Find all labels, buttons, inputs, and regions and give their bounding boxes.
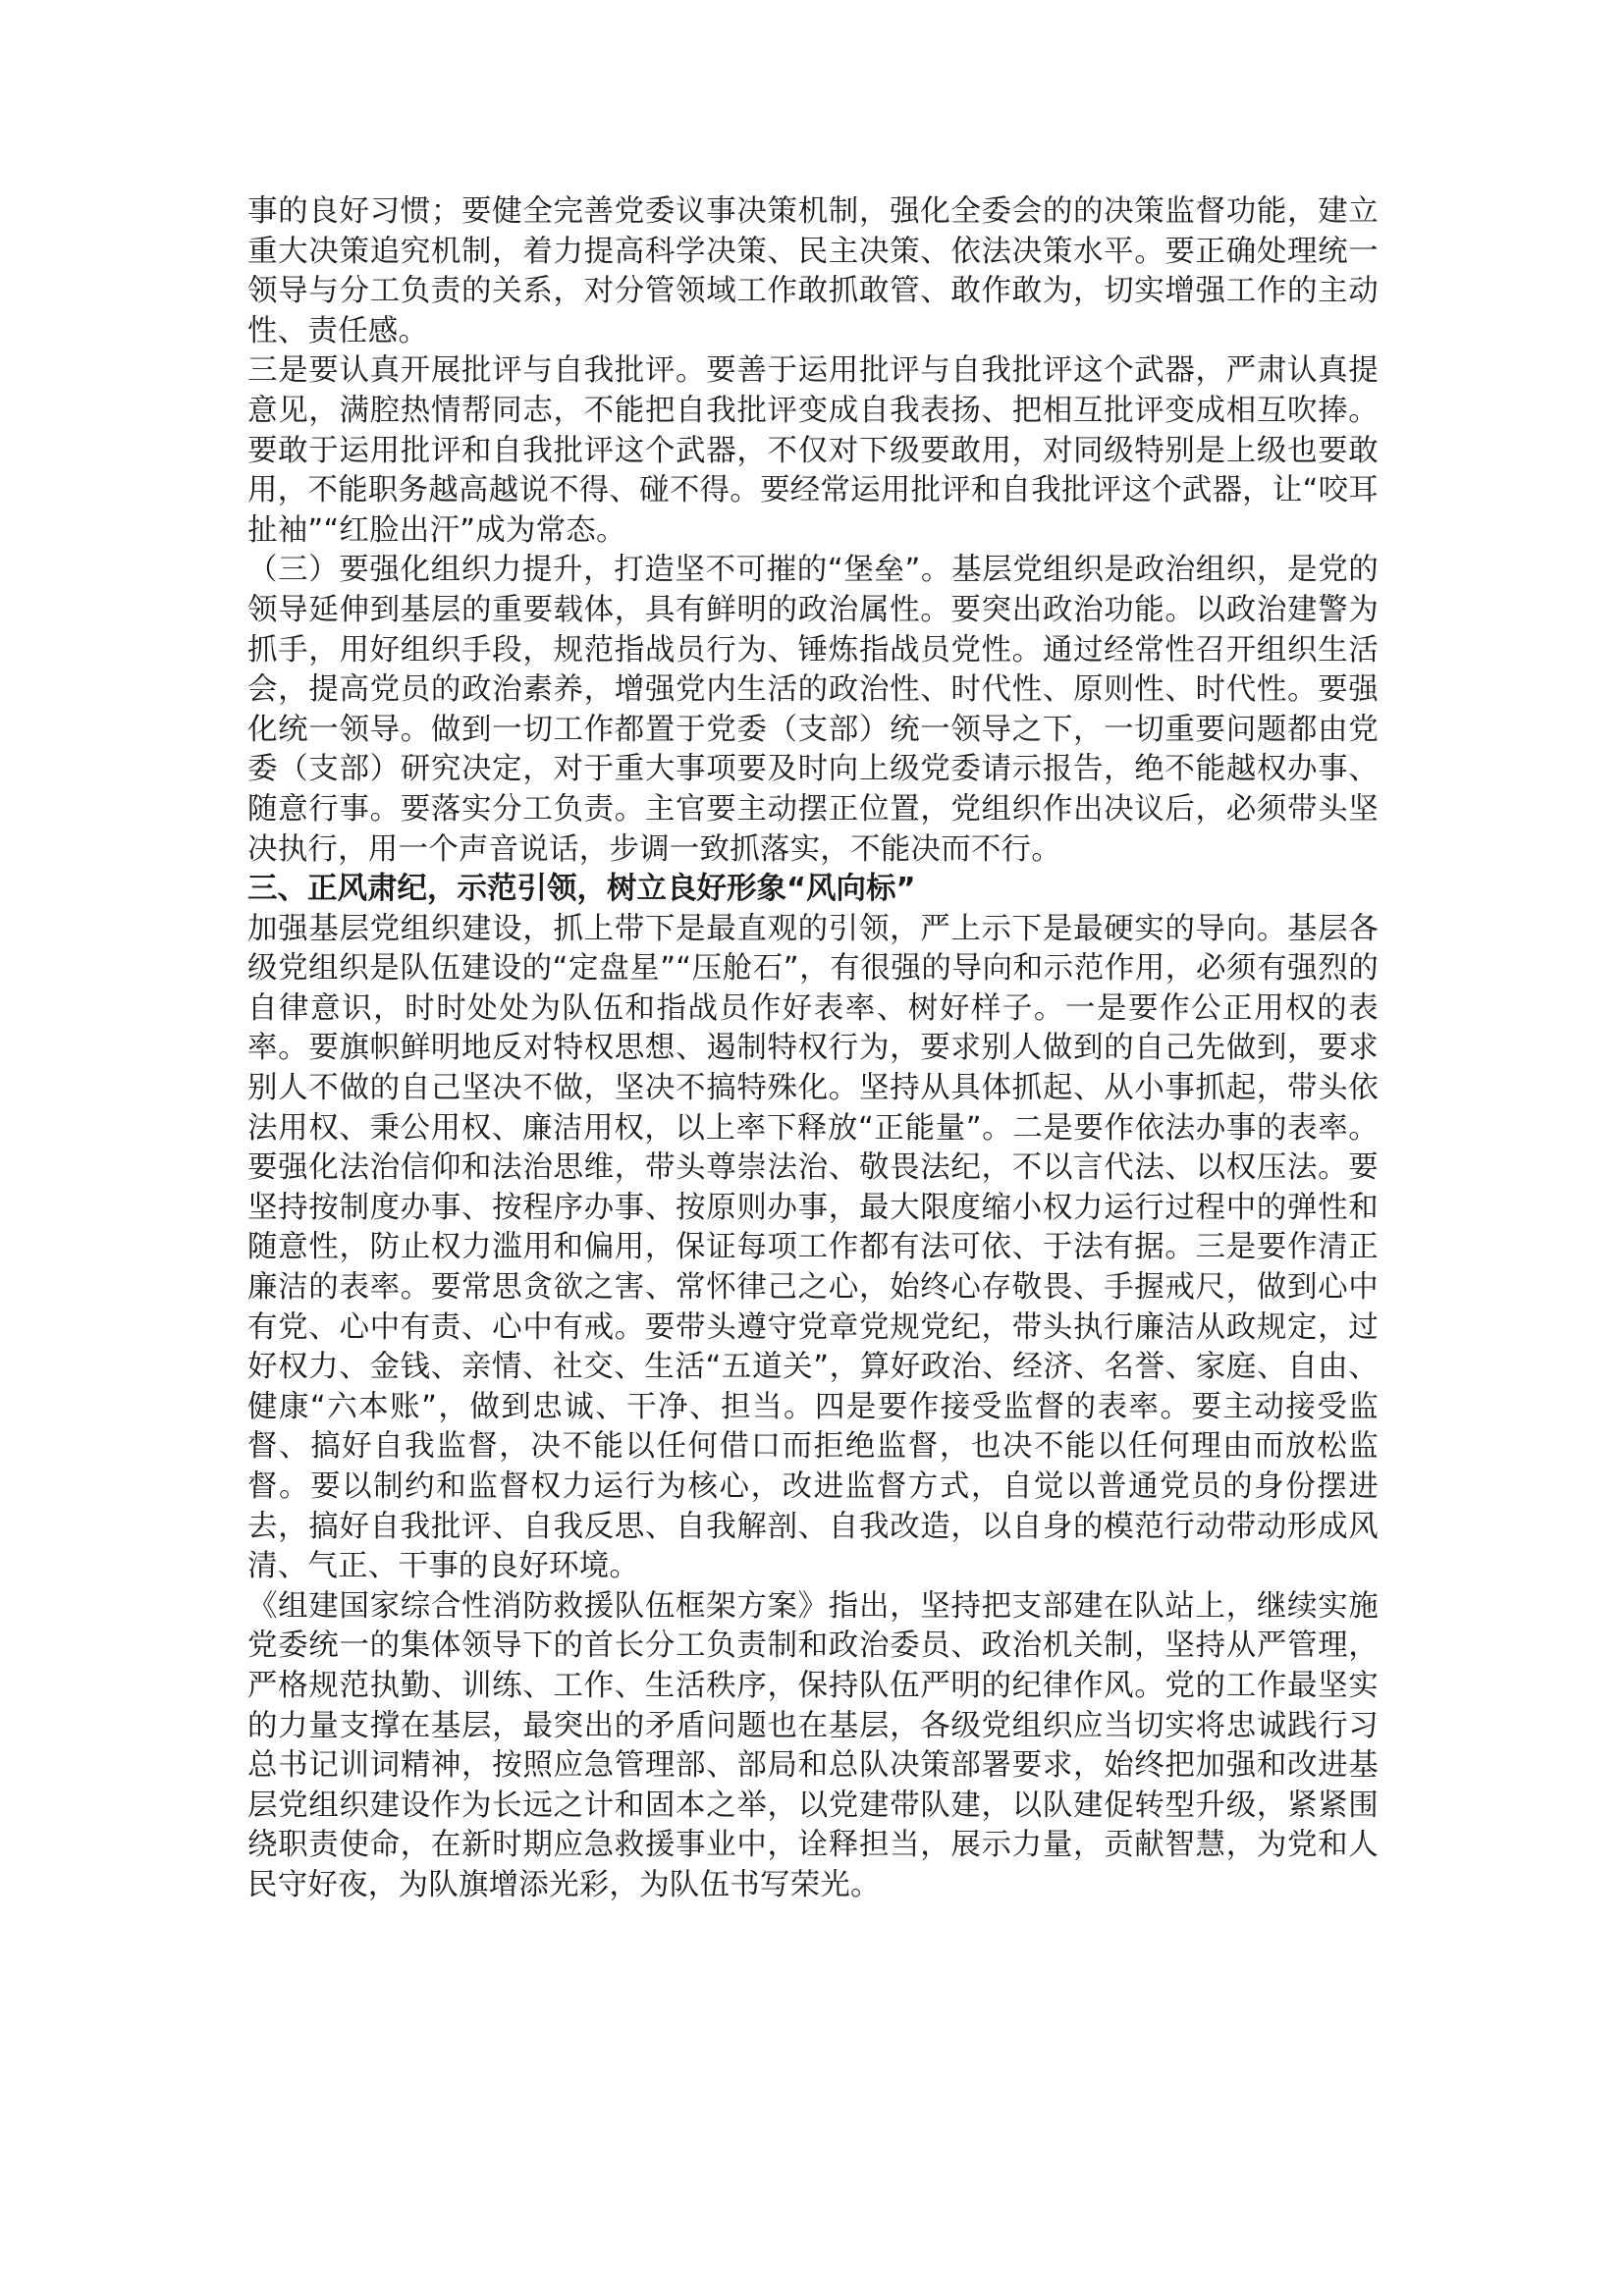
document-page (247, 192, 1379, 1906)
paragraph-2: 三是要认真开展批评与自我批评。要善于运用批评与自我批评这个武器，严肃认真提意见，满腔热情帮同志，不能把自我批评变成自我表扬、把相互批评变成相互吹捧。要敢于运用批评和自我批评这个武器，不仅对下级要敢用，对同级特别是上级也要敢用，不能职务越高越说不得、碰不得。要经常运用批评和自我批评这个武器，让“咬耳扯袖”“红脸出汗”成为常态。 (247, 353, 1379, 548)
paragraph-3: （三）要强化组织力提升，打造坚不可摧的“堡垒”。基层党组织是政治组织，是党的领导延伸到基层的重要载体，具有鲜明的政治属性。要突出政治功能。以政治建警为抓手，用好组织手段，规范指战员行为、锤炼指战员党性。通过经常性召开组织生活会，提高党员的政治素养，增强党内生活的政治性、时代性、原则性、时代性。要强化统一领导。做到一切工作都置于党委（支部）统一领导之下，一切重要问题都由党委（支部）研究决定，对于重大事项要及时向上级党委请示报告，绝不能越权办事、随意行事。要落实分工负责。主官要主动摆正位置，党组织作出决议后，必须带头坚决执行，用一个声音说话，步调一致抓落实，不能决而不行。 (247, 553, 1379, 867)
paragraph-4: 加强基层党组织建设，抓上带下是最直观的引领，严上示下是最硬实的导向。基层各级党组织是队伍建设的“定盘星”“压舱石”，有很强的导向和示范作用，必须有强烈的自律意识，时时处处为队伍和指战员作好表率、树好样子。一是要作公正用权的表率。要旗帜鲜明地反对特权思想、遏制特权行为，要求别人做到的自己先做到，要求别人不做的自己坚决不做，坚决不搞特殊化。坚持从具体抓起、从小事抓起，带头依法用权、秉公用权、廉洁用权，以上率下释放“正能量”。二是要作依法办事的表率。要强化法治信仰和法治思维，带头尊崇法治、敬畏法纪，不以言代法、以权压法。要坚持按制度办事、按程序办事、按原则办事，最大限度缩小权力运行过程中的弹性和随意性，防止权力滥用和偏用，保证每项工作都有法可依、于法有据。三是要作清正廉洁的表率。要常思贪欲之害、常怀律己之心，始终心存敬畏、手握戒尺，做到心中有党、心中有责、心中有戒。要带头遵守党章党规党纪，带头执行廉洁从政规定，过好权力、金钱、亲情、社交、生活“五道关”，算好政治、经济、名誉、家庭、自由、健康“六本账”，做到忠诚、干净、担当。四是要作接受监督的表率。要主动接受监督、搞好自我监督，决不能以任何借口而拒绝监督，也决不能以任何理由而放松监督。要以制约和监督权力运行为核心，改进监督方式，自觉以普通党员的身份摆进去，搞好自我批评、自我反思、自我解剖、自我改造，以自身的模范行动带动形成风清、气正、干事的良好环境。 (247, 911, 1379, 1584)
section-heading: 三、正风肃纪，示范引领，树立良好形象“风向标” (247, 872, 916, 907)
paragraph-5: 《组建国家综合性消防救援队伍框架方案》指出，坚持把支部建在队站上，继续实施党委统一的集体领导下的首长分工负责制和政治委员、政治机关制，坚持从严管理，严格规范执勤、训练、工作、生活秩序，保持队伍严明的纪律作风。党的工作最坚实的力量支撑在基层，最突出的矛盾问题也在基层，各级党组织应当切实将忠诚践行习总书记训词精神，按照应急管理部、部局和总队决策部署要求，始终把加强和改进基层党组织建设作为长远之计和固本之举，以党建带队建，以队建促转型升级，紧紧围绕职责使命，在新时期应急救援事业中，诠释担当，展示力量，贡献智慧，为党和人民守好夜，为队旗增添光彩，为队伍书写荣光。 (247, 1588, 1379, 1902)
paragraph-1: 事的良好习惯；要健全完善党委议事决策机制，强化全委会的的决策监督功能，建立重大决策追究机制，着力提高科学决策、民主决策、依法决策水平。要正确处理统一领导与分工负责的关系，对分管领域工作敢抓敢管、敢作敢为，切实增强工作的主动性、责任感。 (247, 194, 1379, 348)
